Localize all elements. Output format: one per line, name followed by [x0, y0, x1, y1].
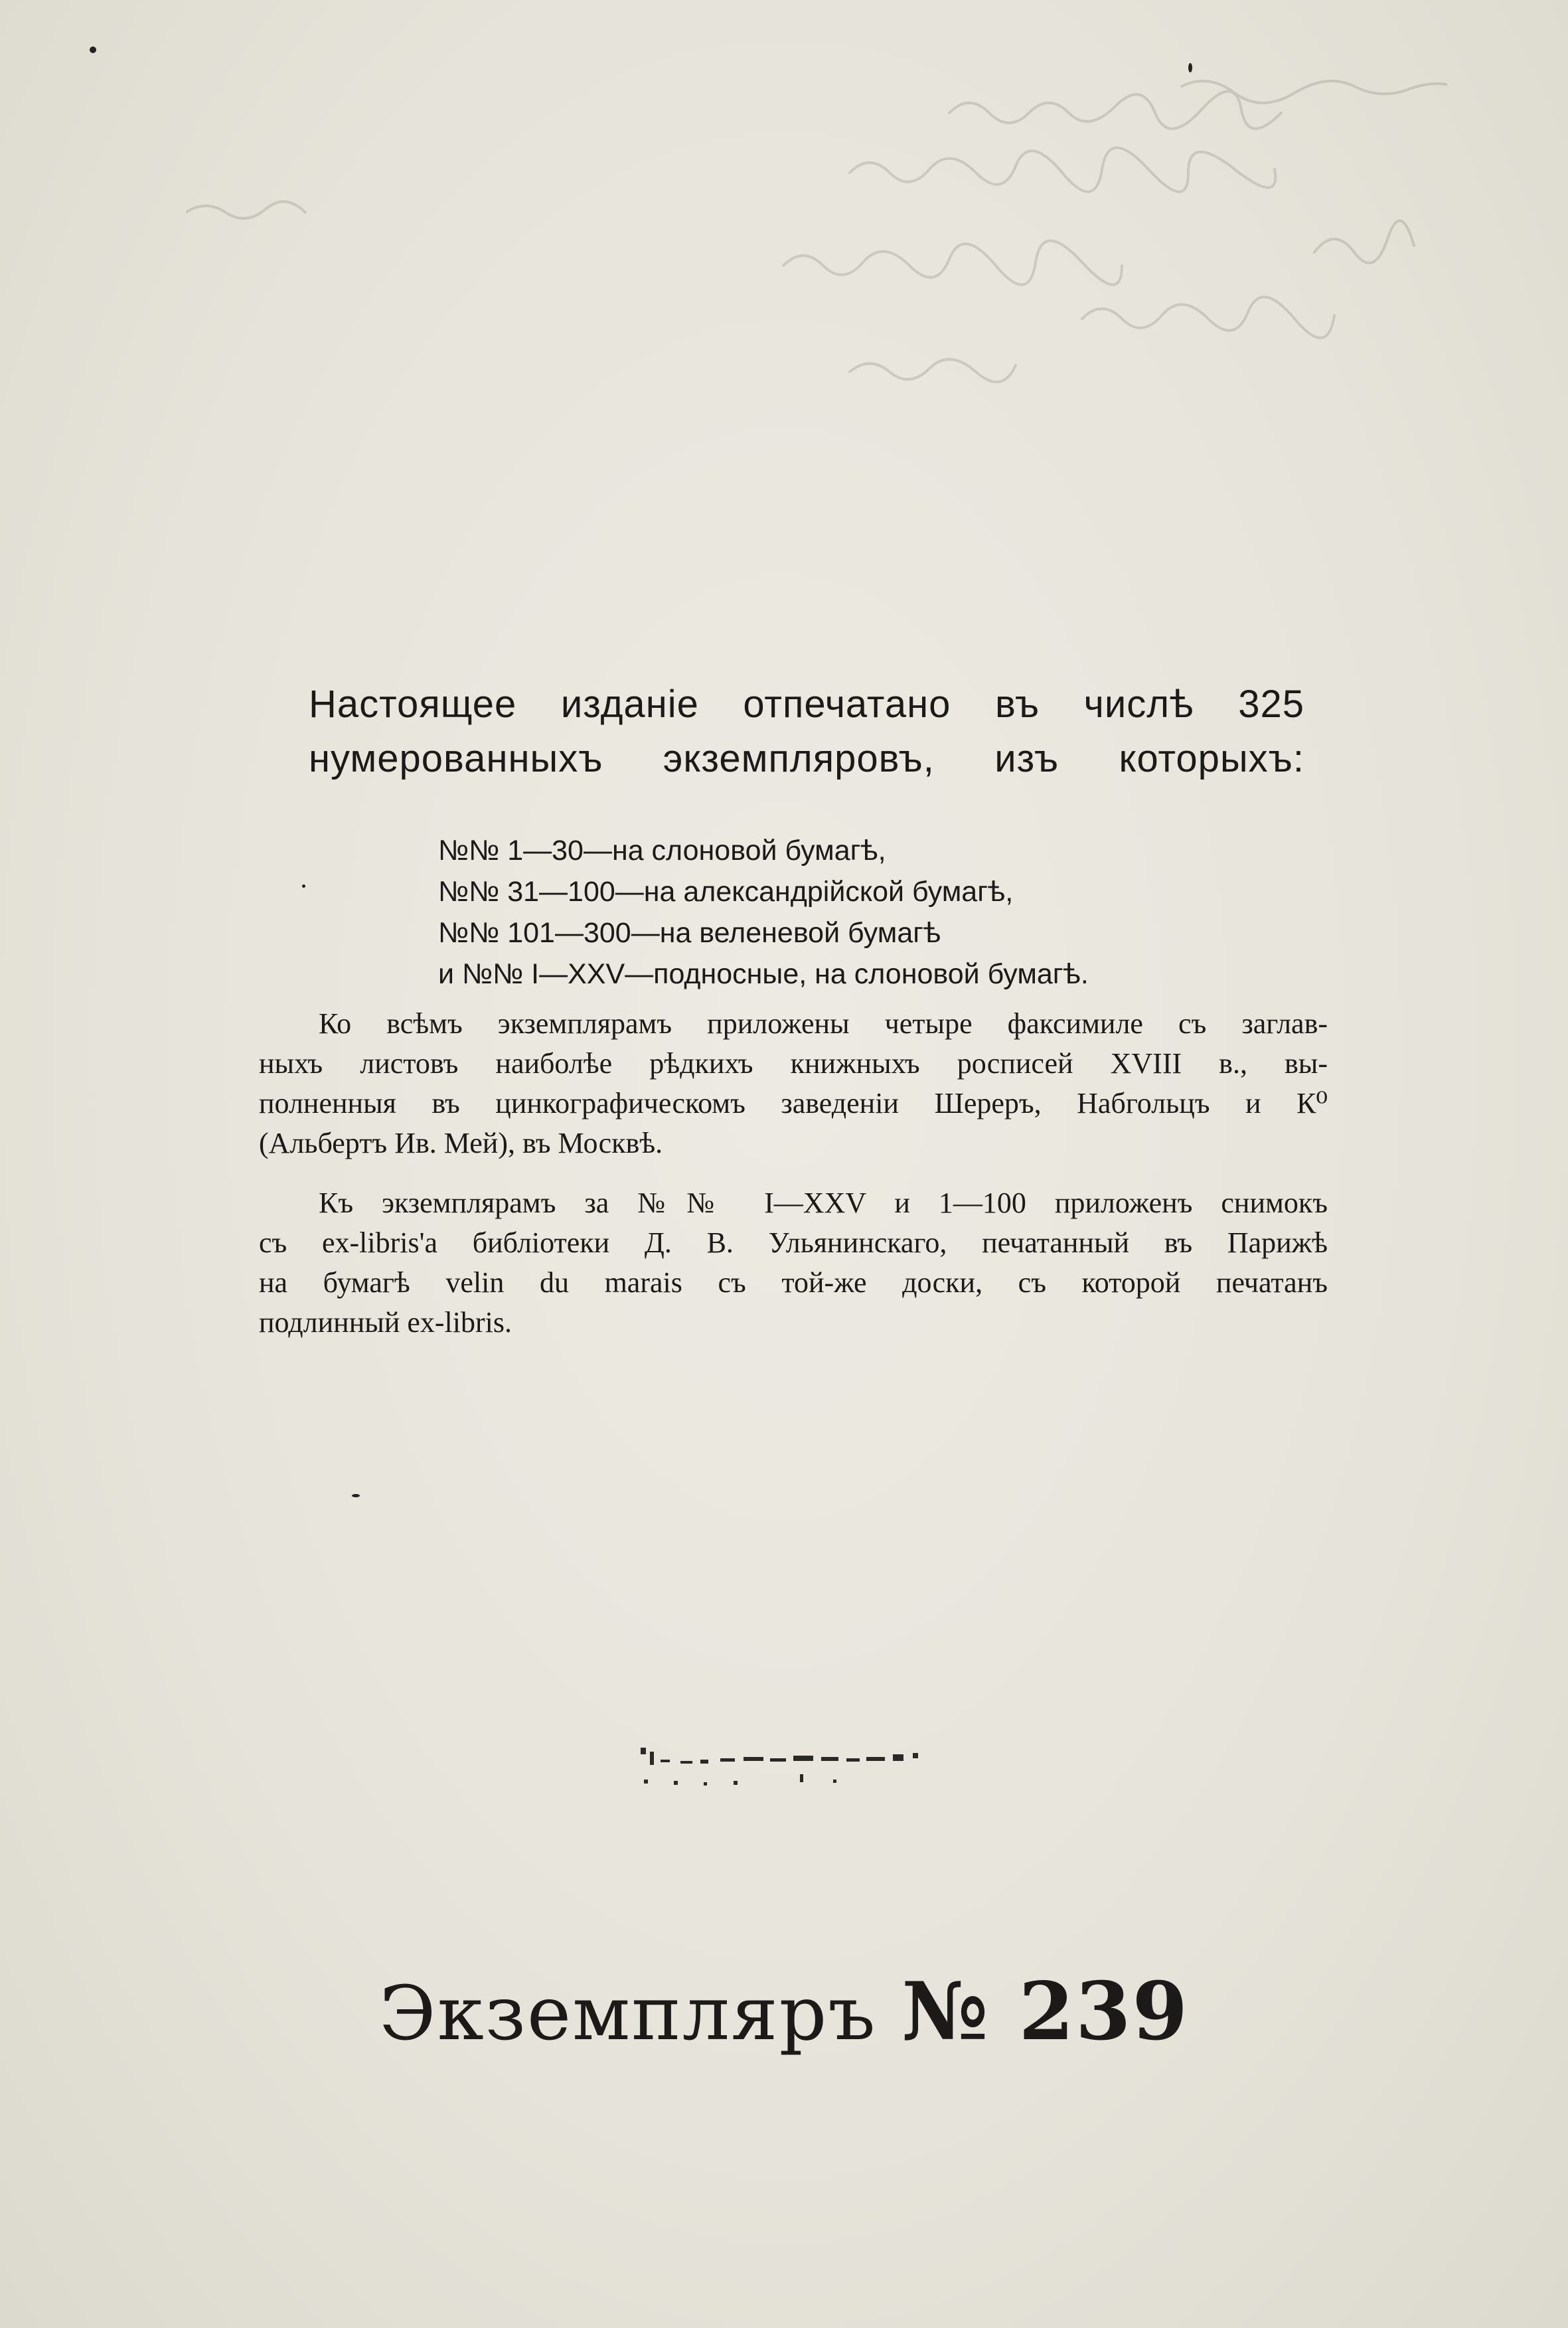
dust-speck: [302, 884, 305, 888]
copy-number-value: № 239: [902, 1965, 1189, 2058]
copies-list: [438, 830, 1235, 995]
paragraph-line: (Альбертъ Ив. Мей), въ Москвѣ.: [259, 1127, 663, 1159]
copies-list-item: №№ 101—300—на веленевой бумагѣ: [438, 917, 941, 949]
dust-speck: [90, 46, 96, 53]
dust-speck: [1188, 63, 1192, 72]
faded-stamp: [634, 1740, 966, 1813]
handwriting-showthrough: [186, 60, 1447, 458]
edition-statement-line: Настоящее изданіе отпечатано въ числѣ 325: [309, 683, 1304, 726]
copies-list-item: №№ 1—30—на слоновой бумагѣ,: [438, 835, 886, 867]
copy-number: [0, 1965, 1568, 2060]
copies-list-item: и №№ I—XXV—подносные, на слоновой бумагѣ.: [438, 958, 1089, 990]
paragraph-line: съ ex-libris'а библіотеки Д. В. Ульянинскаго, печатанный въ Парижѣ: [259, 1226, 1328, 1259]
paragraph-line: ныхъ листовъ наиболѣе рѣдкихъ книжныхъ росписей XVIII в., вы-: [259, 1047, 1328, 1080]
edition-statement: [309, 677, 1304, 786]
copy-label: Экземпляръ: [379, 1971, 877, 2057]
dust-speck: [352, 1494, 360, 1497]
paragraph-line: подлинный ex-libris.: [259, 1306, 512, 1339]
facsimile-paragraph: [259, 1004, 1328, 1163]
paragraph-line: полненныя въ цинкографическомъ заведеніи Шереръ, Набгольцъ и К⁰: [259, 1087, 1328, 1120]
copies-list-item: №№ 31—100—на александрійской бумагѣ,: [438, 876, 1014, 908]
paragraph-line: на бумагѣ velin du marais съ той-же доски, съ которой печатанъ: [259, 1266, 1328, 1299]
exlibris-paragraph: [259, 1183, 1328, 1343]
paragraph-line: Къ экземплярамъ за №№ I—XXV и 1—100 приложенъ снимокъ: [319, 1187, 1328, 1219]
edition-statement-line: нумерованныхъ экземпляровъ, изъ которыхъ:: [309, 737, 1304, 780]
paragraph-line: Ко всѣмъ экземплярамъ приложены четыре факсимиле съ заглав-: [319, 1007, 1328, 1040]
